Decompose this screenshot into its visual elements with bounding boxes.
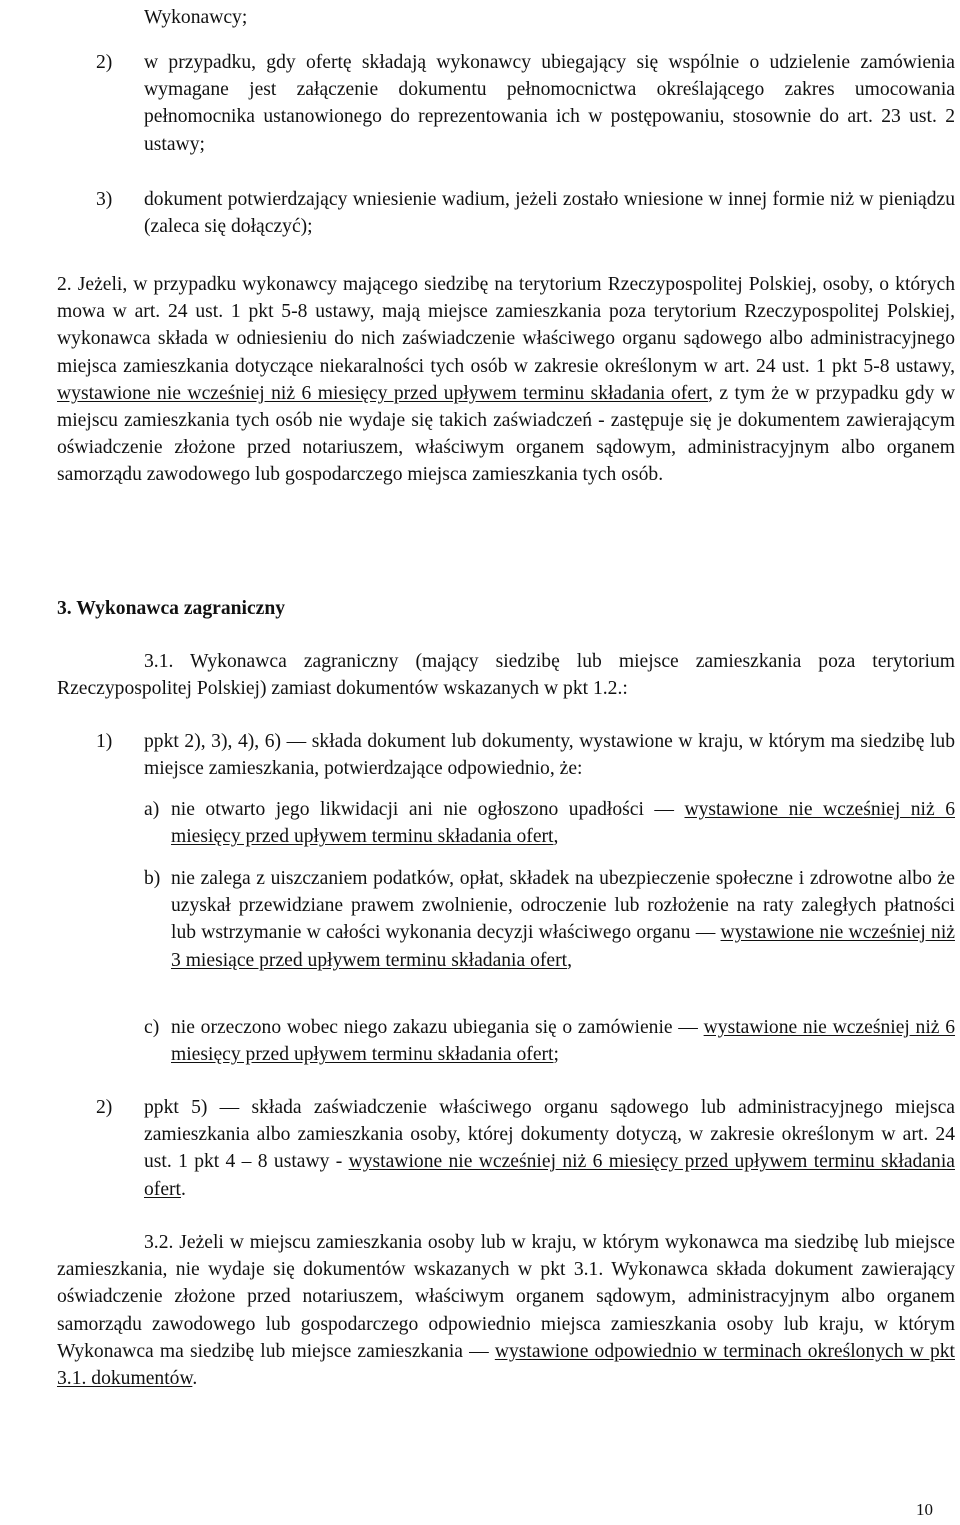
item-3-text: dokument potwierdzający wniesienie wadium, jeżeli zostało wniesione w innej formie niż w pieniądzu (zaleca się dołączyć); <box>144 189 955 238</box>
section-2-paragraph <box>57 271 955 489</box>
top-line: Wykonawcy; <box>144 7 248 28</box>
item-c-punct: ; <box>553 1044 559 1066</box>
item-a-punct: , <box>553 826 559 848</box>
item-c-number: c) <box>144 1017 160 1038</box>
item-2-number: 2) <box>96 52 113 73</box>
item-a-text <box>171 796 955 850</box>
item-b-text <box>171 865 955 974</box>
section-3-2-underlined: wystawione odpowiednio w terminach określonych w pkt 3.1. dokumentów <box>57 1340 955 1390</box>
section-3-1-paragraph: 3.1. Wykonawca zagraniczny (mający siedzibę lub miejsce zamieszkania poza terytorium Rzeczypospolitej Polskiej) zamiast dokumentów wskazanych w pkt 1.2.: <box>57 651 955 700</box>
section-2-text-start: 2. Jeżeli, w przypadku wykonawcy mającego siedzibę na terytorium Rzeczypospolitej Polskiej, osoby, o których mowa w art. 24 ust. 1 pkt 5-8 ustawy, mają miejsce zamieszkania poza terytorium Rzeczypospolitej Polskiej, wykonawca składa w odniesieniu do nich zaświadczenie właściwego organu sądowego albo administracyjnego miejsca zamieszkania dotyczące niekaralności tych osób w zakresie określonym w art. 24 ust. 1 pkt 5-8 ustawy, <box>57 274 955 377</box>
item-b-punct: , <box>567 949 572 971</box>
section-2-deadline-underlined: wystawione nie wcześniej niż 6 miesięcy przed upływem terminu składania ofert <box>57 382 708 404</box>
item-b-body: nie zalega z uiszczaniem podatków, opłat, składek na ubezpieczenie społeczne i zdrowotne albo że uzyskał przewidziane prawem zwolnienie, odroczenie lub rozłożenie na raty zaległych płatności lub wstrzymanie w całości wykonania decyzji właściwego organu — <box>171 868 955 944</box>
item-b-underlined: wystawione nie wcześniej niż 3 miesiące przed upływem terminu składania ofert <box>171 922 955 971</box>
section-3-2-paragraph <box>57 1229 955 1392</box>
section-3-heading: 3. Wykonawca zagraniczny <box>57 598 286 619</box>
section-3-2-body: 3.2. Jeżeli w miejscu zamieszkania osoby lub w kraju, w którym wykonawca ma siedzibę lub miejsce zamieszkania, nie wydaje się dokumentów wskazanych w pkt 3.1. Wykonawca składa dokument zawierający oświadczenie złożone przed notariuszem, właściwym organem sądowym, administracyjnym albo organem samorządu zawodowego lub gospodarczego odpowiednio miejsca zamieszkania osoby lub kraju, w którym Wykonawca ma siedzibę lub miejsce zamieszkania — <box>57 1232 955 1362</box>
sub-item-2-number: 2) <box>96 1097 113 1118</box>
item-a-number: a) <box>144 799 160 820</box>
sub-item-2-body: ppkt 5) — składa zaświadczenie właściwego organu sądowego lub administracyjnego miejsca zamieszkania albo zamieszkania osoby, której dokumenty dotyczą, w zakresie określonym w art. 24 ust. 1 pkt 4 – 8 ustawy - <box>144 1097 955 1173</box>
sub-item-2-punct: . <box>181 1178 186 1200</box>
item-b-number: b) <box>144 868 161 889</box>
section-2-text-end: , z tym że w przypadku gdy w miejscu zamieszkania tych osób nie wydaje się takich zaświadczeń - zastępuje się je dokumentem zawierającym oświadczenie złożone przed notariuszem, właściwym organem sądowym, administracyjnym albo organem samorządu zawodowego lub gospodarczego miejsca zamieszkania tych osób. <box>57 382 955 486</box>
page-number: 10 <box>916 1500 933 1519</box>
sub-item-1-text: ppkt 2), 3), 4), 6) — składa dokument lub dokumenty, wystawione w kraju, w którym ma siedzibę lub miejsce zamieszkania, potwierdzające odpowiednio, że: <box>144 731 955 780</box>
section-3-2-punct: . <box>192 1368 198 1390</box>
sub-item-1-number: 1) <box>96 731 113 752</box>
item-3-number: 3) <box>96 189 113 210</box>
item-2-text: w przypadku, gdy ofertę składają wykonawcy ubiegający się wspólnie o udzielenie zamówienia wymagane jest załączenie dokumentu pełnomocnictwa określającego zakres umocowania pełnomocnika ustanowionego do reprezentowania ich w postępowaniu, stosownie do art. 23 ust. 2 ustawy; <box>144 52 955 155</box>
item-a-body: nie otwarto jego likwidacji ani nie ogłoszono upadłości — <box>171 799 685 820</box>
item-c-body: nie orzeczono wobec niego zakazu ubiegania się o zamówienie — <box>171 1017 704 1038</box>
item-a-underlined: wystawione nie wcześniej niż 6 miesięcy przed upływem terminu składania ofert <box>171 799 955 848</box>
sub-item-2-underlined: wystawione nie wcześniej niż 6 miesięcy przed upływem terminu składania ofert <box>144 1151 955 1200</box>
item-c-text <box>171 1014 955 1068</box>
item-c-underlined: wystawione nie wcześniej niż 6 miesięcy przed upływem terminu składania ofert <box>171 1017 956 1066</box>
sub-item-2-text <box>144 1094 955 1203</box>
